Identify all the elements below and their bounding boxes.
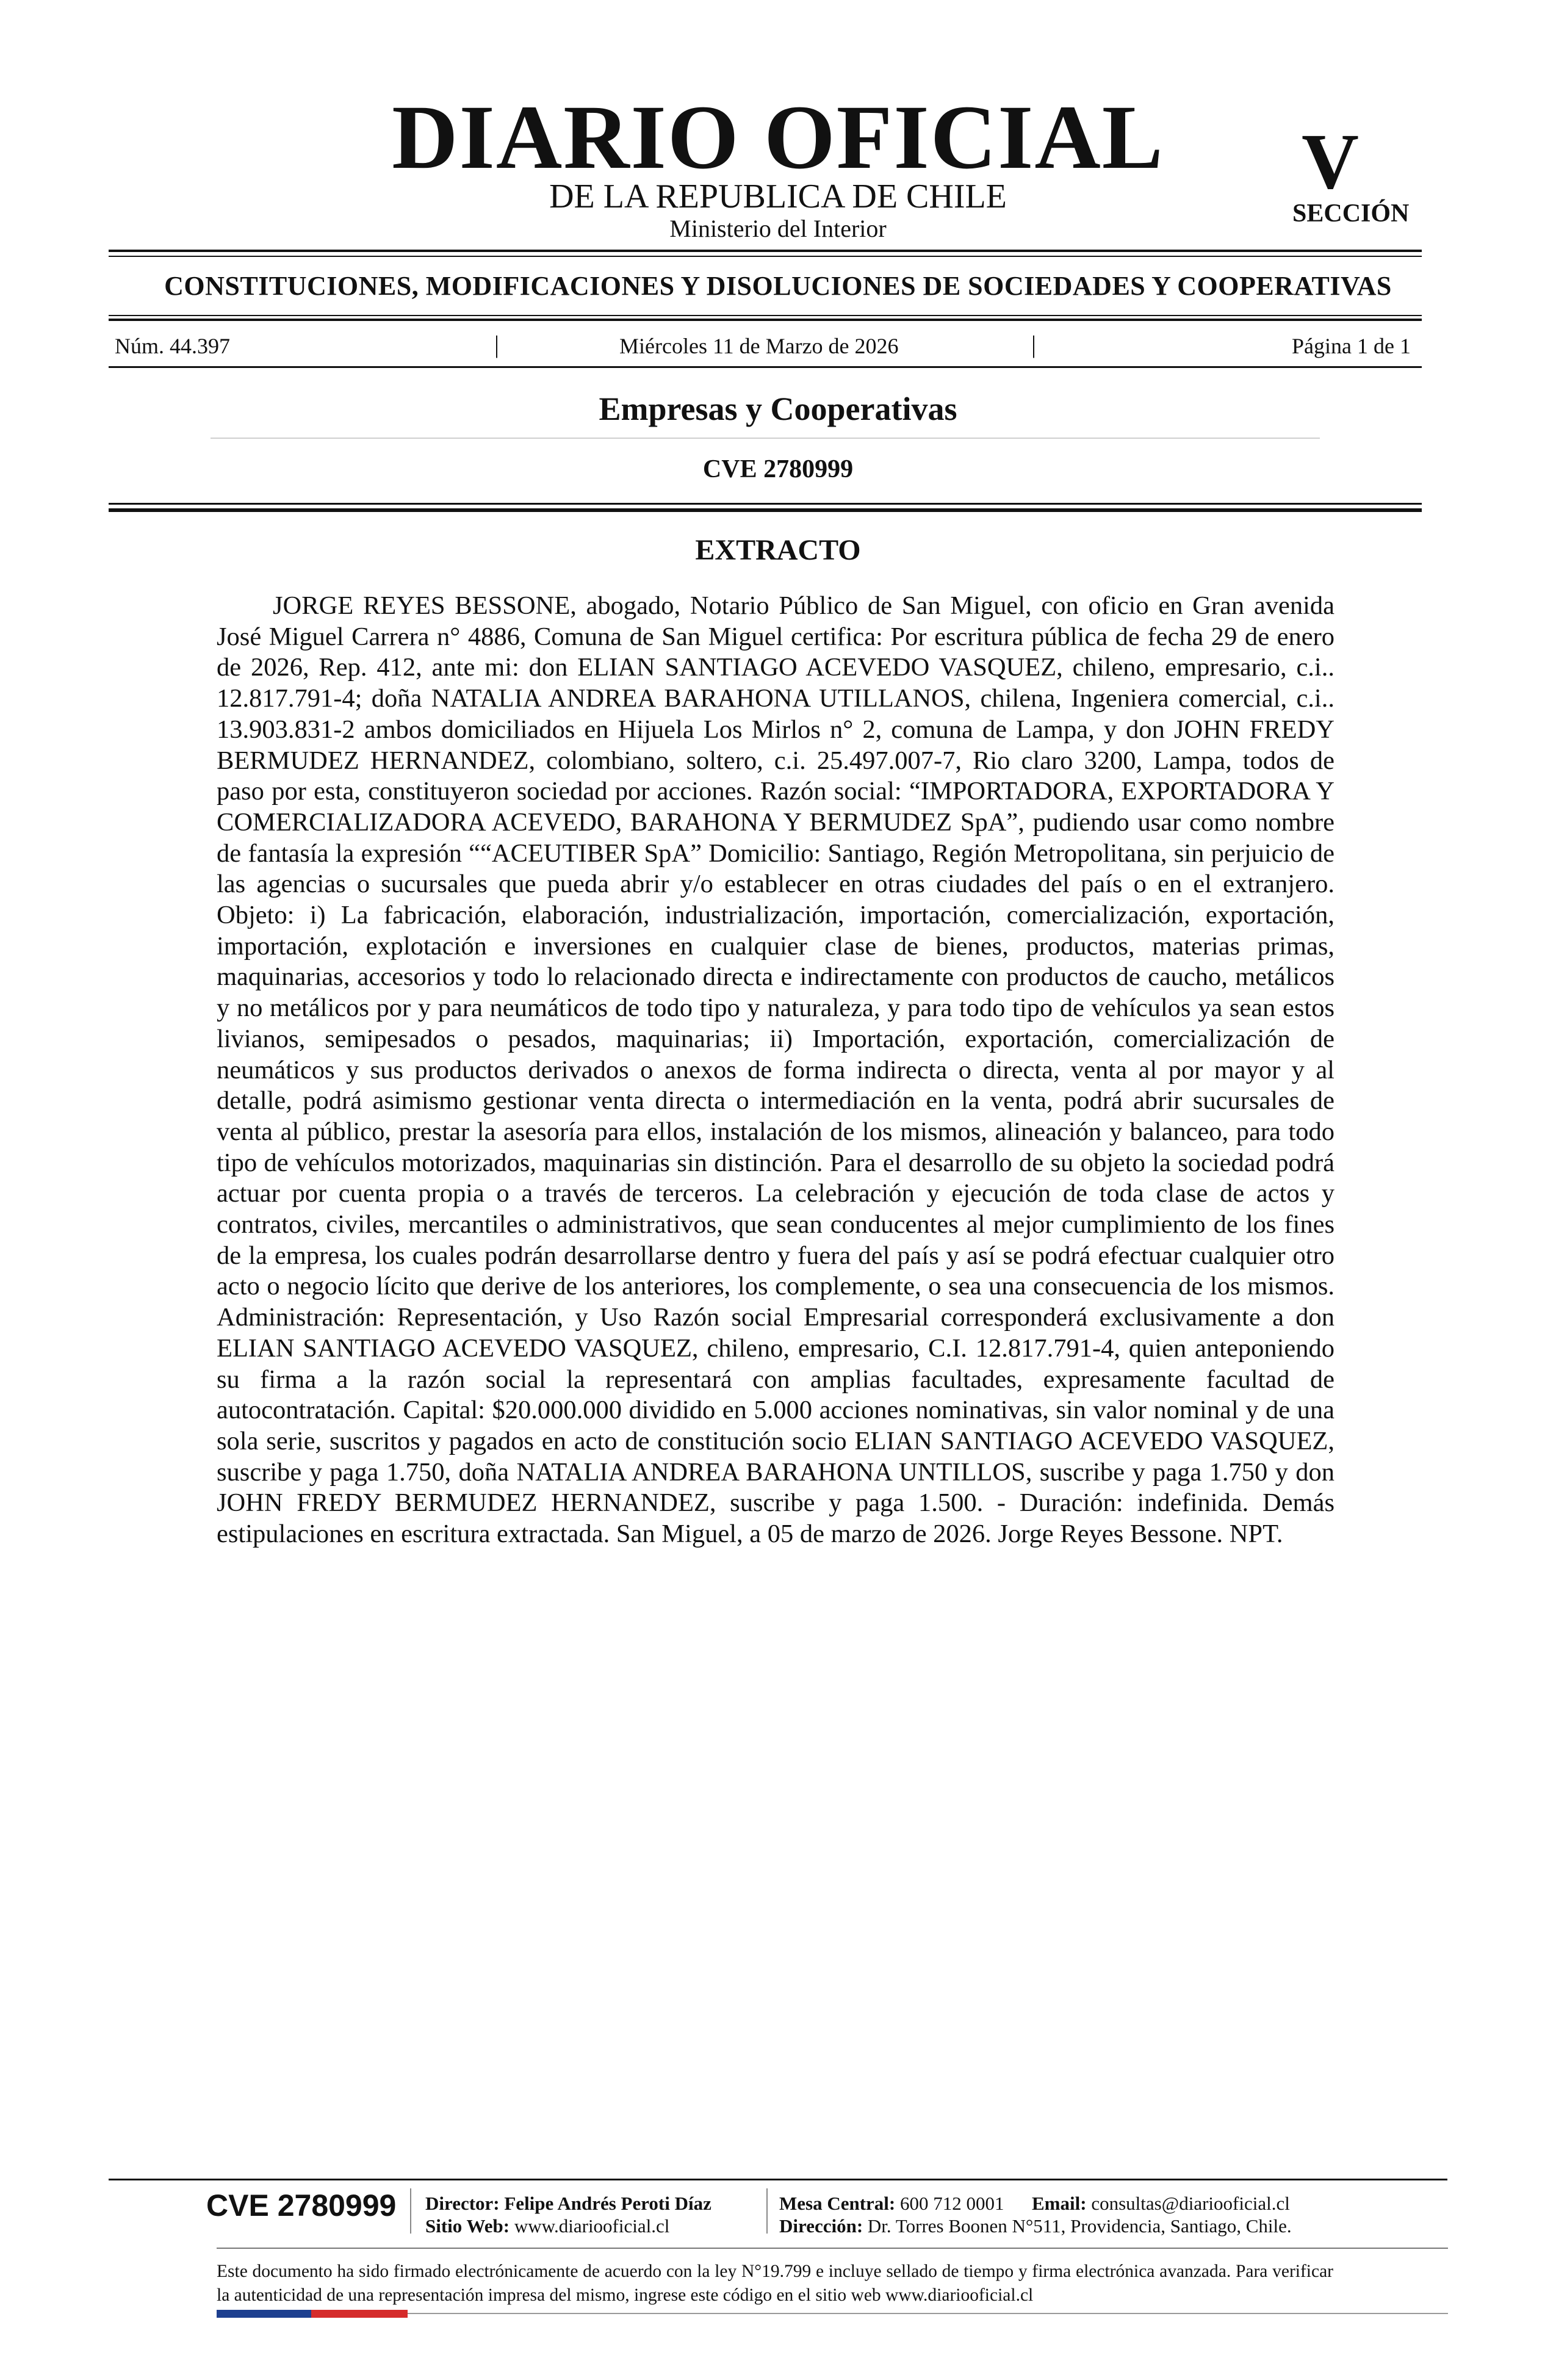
footer-director-name: Felipe Andrés Peroti Díaz (504, 2193, 711, 2214)
footer-separator (410, 2188, 411, 2234)
issue-date: Miércoles 11 de Marzo de 2026 (619, 334, 899, 358)
section-heading: CONSTITUCIONES, MODIFICACIONES Y DISOLUCIONES DE SOCIEDADES Y COOPERATIVAS (164, 271, 1392, 301)
category-title: Empresas y Cooperativas (599, 391, 957, 427)
footer-director-label: Director: (425, 2193, 500, 2214)
footer-separator (766, 2188, 768, 2234)
footer-email-label: Email: (1032, 2193, 1087, 2214)
footer-website-label: Sitio Web: (425, 2215, 510, 2237)
footer-notice-rule (217, 2248, 1448, 2249)
section-letter: V (1302, 118, 1359, 206)
footer-phone (779, 2194, 1290, 2213)
masthead-ministry: Ministerio del Interior (669, 215, 887, 242)
issue-rule-top-thin (109, 315, 1422, 316)
footer-email-link[interactable]: consultas@diariooficial.cl (1091, 2193, 1290, 2214)
footer-website (425, 2216, 669, 2235)
document-title: EXTRACTO (695, 534, 861, 566)
footer-address-label: Dirección: (779, 2215, 863, 2237)
document-body: JORGE REYES BESSONE, abogado, Notario Público de San Miguel, con oficio en Gran avenida José Miguel Carrera n° 4886, Comuna de San Miguel certifica: Por escritura pública de fecha 29 de enero de 2026, Rep. 412, ante mi: don ELIAN SANTIAGO ACEVEDO VASQUEZ, chileno, empresario, c.i.. 12.817.791-4; doña NATALIA ANDREA BARAHONA UTILLANOS, chilena, Ingeniera comercial, c.i.. 13.903.831-2 ambos domiciliados en Hijuela Los Mirlos n° 2, comuna de Lampa, y don JOHN FREDY BERMUDEZ HERNANDEZ, colombiano, soltero, c.i. 25.497.007-7, Rio claro 3200, Lampa, todos de paso por esta, constituyeron sociedad por acciones. Razón social: “IMPORTADORA, EXPORTADORA Y COMERCIALIZADORA ACEVEDO, BARAHONA Y BERMUDEZ SpA”, pudiendo usar como nombre de fantasía la expresión ““ACEUTIBER SpA” Domicilio: Santiago, Región Metropolitana, sin perjuicio de las agencias o sucursales que pueda abrir y/o establecer en otras ciudades del país o en el extranjero. Objeto: i) La fabricación, elaboración, industrialización, importación, comercialización, exportación, importación, explotación e inversiones en cualquier clase de bienes, productos, materias primas, maquinarias, accesorios y todo lo relacionado directa e indirectamente con productos de caucho, metálicos y no metálicos por y para neumáticos de todo tipo y naturaleza, y para todo tipo de vehículos ya sean estos livianos, semipesados o pesados, maquinarias; ii) Importación, exportación, comercialización de neumáticos y sus productos derivados o anexos de forma indirecta o directa, venta al por mayor y al detalle, podrá asimismo gestionar venta directa o intermediación en la venta, podrá abrir sucursales de venta al público, prestar la asesoría para ellos, instalación de los mismos, alineación y balanceo, para todo tipo de vehículos motorizados, maquinarias sin distinción. Para el desarrollo de su objeto la sociedad podrá actuar por cuenta propia o a través de terceros. La celebración y ejecución de toda clase de actos y contratos, civiles, mercantiles o administrativos, que sean conducentes al mejor cumplimiento de los fines de la empresa, los cuales podrán desarrollarse dentro y fuera del país y así se podrá efectuar cualquier otro acto o negocio lícito que derive de los anteriores, los complemente, o sea una consecuencia de los mismos. Administración: Representación, y Uso Razón social Empresarial corresponderá exclusivamente a don ELIAN SANTIAGO ACEVEDO VASQUEZ, chileno, empresario, C.I. 12.817.791-4, quien anteponiendo su firma a la razón social la representará con amplias facultades, expresamente facultad de autocontratación. Capital: $20.000.000 dividido en 5.000 acciones nominativas, sin valor nominal y de una sola serie, suscritos y pagados en acto de constitución socio ELIAN SANTIAGO ACEVEDO VASQUEZ, suscribe y paga 1.750, doña NATALIA ANDREA BARAHONA UNTILLOS, suscribe y paga 1.750 y don JOHN FREDY BERMUDEZ HERNANDEZ, suscribe y paga 1.500. - Duración: indefinida. Demás estipulaciones en escritura extractada. San Miguel, a 05 de marzo de 2026. Jorge Reyes Bessone. NPT. (217, 591, 1334, 1549)
document-rule-top (109, 503, 1422, 505)
issue-separator: | (1031, 331, 1037, 358)
footer-address-value: Dr. Torres Boonen N°511, Providencia, Santiago, Chile. (867, 2215, 1292, 2237)
footer-cve-code: CVE 2780999 (206, 2188, 397, 2223)
header-rule-top (109, 250, 1422, 252)
footer-rule-top (109, 2179, 1447, 2180)
issue-separator: | (494, 331, 500, 358)
issue-number: Núm. 44.397 (115, 334, 230, 358)
footer-address (779, 2216, 1292, 2235)
footer-notice: Este documento ha sido firmado electrónicamente de acuerdo con la ley N°19.799 e incluye sellado de tiempo y firma electrónica avanzada. Para verificar la autenticidad de una representación impresa del mismo, ingrese este código en el sitio web www.diariooficial.cl (217, 2262, 1333, 2305)
footer-bottom-rule (408, 2313, 1448, 2314)
flag-blue-stripe (217, 2310, 311, 2318)
footer-phone-value: 600 712 0001 (900, 2193, 1004, 2214)
footer-director (425, 2194, 711, 2213)
flag-red-stripe (311, 2310, 408, 2318)
issue-rule-bottom (109, 366, 1422, 368)
document-rule-thick (109, 508, 1422, 512)
footer-phone-label: Mesa Central: (779, 2193, 896, 2214)
masthead-subtitle: DE LA REPUBLICA DE CHILE (549, 178, 1007, 215)
issue-page: Página 1 de 1 (1292, 334, 1411, 358)
header-rule-top-thin (109, 256, 1422, 257)
footer-website-link[interactable]: www.diariooficial.cl (514, 2215, 670, 2237)
issue-rule-top (109, 319, 1422, 321)
category-divider (211, 438, 1320, 439)
cve-code: CVE 2780999 (702, 455, 854, 483)
section-label: SECCIÓN (1292, 200, 1410, 228)
masthead-title: DIARIO OFICIAL (392, 87, 1164, 188)
